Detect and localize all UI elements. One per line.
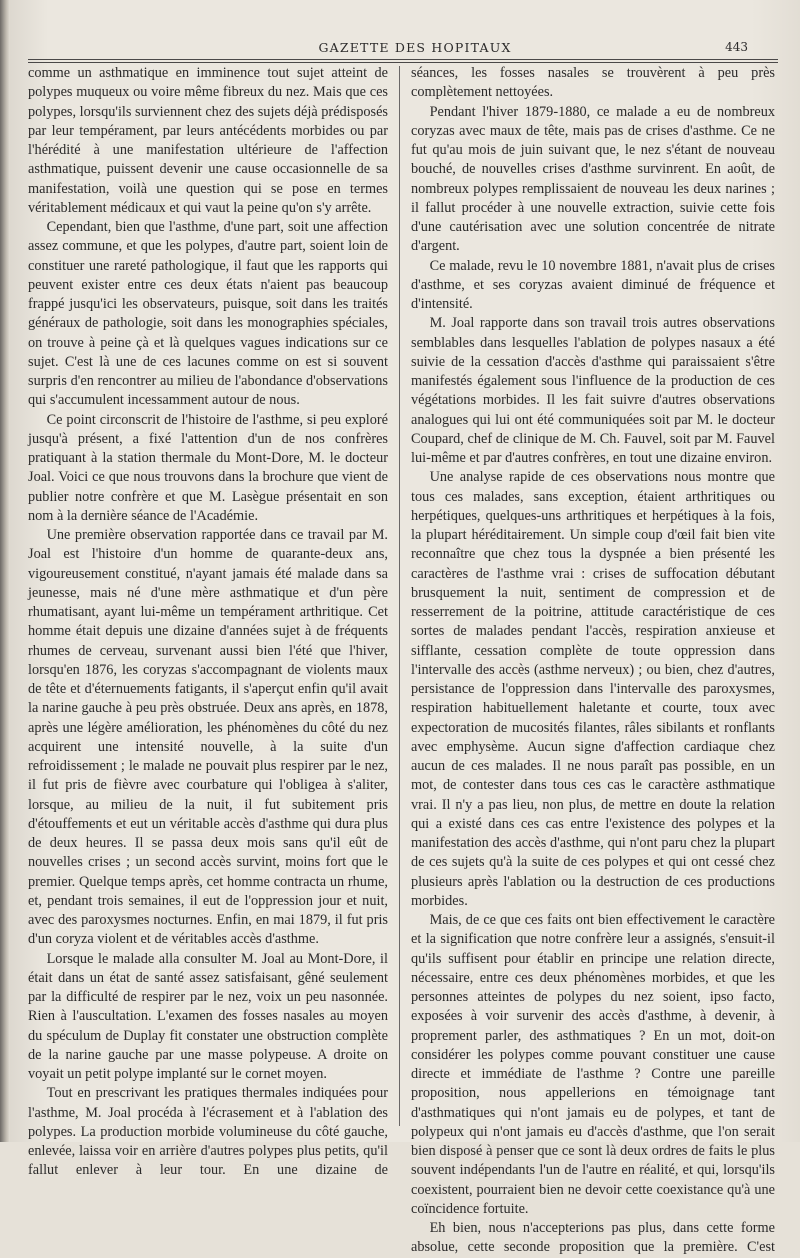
page-number: 443 xyxy=(725,40,748,54)
page-header xyxy=(60,38,770,58)
paragraph: Lorsque le malade alla consulter M. Joal au Mont-Dore, il était dans un état de santé assez satisfaisant, gêné seulement par la difficulté de respirer par le nez, voix un peu nasonnée. Rien à l'auscultation. L'examen des fosses nasales au moyen du spéculum de Duplay fit constater une obstruction complète de la narine gauche par une masse polypeuse. A droite on voyait un petit polype implanté sur le cornet moyen. xyxy=(28,950,388,1082)
paragraph: Tout en prescrivant les pratiques thermales indiquées pour l'asthme, M. Joal procéda à l'écrasement et à l'ablation des polypes. La production morbide volumineuse du côté gauche, enlevée, laissa voir en arrière d'autres polypes plus petits, qu'il fallut enlever à leur tour. En une dizaine de xyxy=(28,1085,388,1179)
paragraph: comme un asthmatique en imminence tout sujet atteint de polypes muqueux ou voire même fibreux du nez. Mais que ces polypes, lorsqu'ils surviennent chez des sujets déjà prédisposés par leur tempérament, par leurs antécédents morbides ou par l'hérédité à une manifestation ultérieure de l'affection asthmatique, puissent devenir une cause occasionnelle de sa manifestation, voilà une question qui se pose en termes véritablement médicaux et qui vaut la peine qu'on s'y arrête. xyxy=(28,65,388,216)
paragraph: Ce point circonscrit de l'histoire de l'asthme, si peu exploré jusqu'à présent, a fixé l'attention d'un de nos confrères pratiquant à la station thermale du Mont-Dore, M. le docteur Joal. Voici ce que nous trouvons dans la brochure que vient de publier notre confrère et que M. Lasègue présentait en son nom à la dernière séance de l'Académie. xyxy=(28,411,388,524)
right-column xyxy=(411,64,775,1258)
paragraph: Ce malade, revu le 10 novembre 1881, n'avait plus de crises d'asthme, et ses coryzas avaient diminué de fréquence et d'intensité. xyxy=(411,257,775,312)
paragraph: Mais, de ce que ces faits ont bien effectivement le caractère et la signification que notre confrère leur a assignés, s'ensuit-il qu'ils suffisent pour établir en principe une relation directe, nécessaire, entre ces deux phénomènes morbides, et que les personnes atteintes de polypes du nez soient, ipso facto, exposées à voir survenir des accès d'asthme, à devenir, à proprement parler, des asthmatiques ? En un mot, doit-on considérer les polypes comme pouvant constituer une cause directe et immédiate de l'asthme ? Contre une pareille proposition, nous appellerions en témoignage tant d'asthmatiques qui n'ont jamais eu de polypes, et tant de polypeux qui n'ont jamais eu d'accès d'asthme, que l'on serait bien disposé à penser que ce sont là deux ordres de faits le plus souvent indépendants l'un de l'autre en réalité, et qui, lorsqu'ils coexistent, pourraient bien ne devoir cette coexistance qu'à une coïncidence fortuite. xyxy=(411,912,775,1217)
paragraph: Une analyse rapide de ces observations nous montre que tous ces malades, sans exception, étaient arthritiques ou herpétiques, quelques-uns arthritiques et herpétiques à la fois, la plupart héréditairement. Un simple coup d'œil fait bien vite reconnaître que chez tous la dyspnée a bien présenté les caractères de l'asthme vrai : crises de suffocation débutant brusquement la nuit, sentiment de compression et de resserrement de la poitrine, attitude caractéristique de ces sortes de malades pendant l'accès, respiration anxieuse et sifflante, cessation complète de toute oppression dans l'intervalle des accès (asthme nerveux) ; ou bien, chez d'autres, persistance de l'oppression dans l'intervalle des paroxysmes, respiration habituellement haletante et courte, toux avec expectoration de mucosités filantes, râles sibilants et ronflants avec emphysème. Aucun signe d'affection cardiaque chez aucun de ces malades. Il ne nous paraît pas possible, en un mot, de contester dans tous ces cas le caractère asthmatique vrai. Il n'y a pas lieu, non plus, de mettre en doute la relation qui a existé dans ces cas entre l'existence des polypes et la manifestation des accès d'asthme, qui n'ont paru chez la plupart de ces sujets qu'à la suite de ces polypes et qui ont cessé chez plusieurs après l'ablation ou la destruction de ces productions morbides. xyxy=(411,469,775,909)
journal-title: GAZETTE DES HOPITAUX xyxy=(318,40,512,55)
paragraph: Cependant, bien que l'asthme, d'une part, soit une affection assez commune, et que les polypes, d'autre part, soient loin de constituer une rareté pathologique, il faut que les rapports qui peuvent exister entre ces deux états n'aient pas beaucoup frappé jusqu'ici les observateurs, puisque, soit dans les traités généraux de pathologie, soit dans les monographies spéciales, on trouve à peine çà et là quelques vagues indications sur ce sujet. C'est là une de ces lacunes comme on est si souvent surpris d'en rencontrer au milieu de l'abondance d'observations qui s'accumulent incessamment autour de nous. xyxy=(28,219,388,409)
header-rule-double xyxy=(28,62,778,63)
paragraph: Eh bien, nous n'accepterions pas plus, dans cette forme absolue, cette seconde proposition que la première. C'est xyxy=(411,1220,775,1256)
paragraph: M. Joal rapporte dans son travail trois autres observations semblables dans lesquelles l'ablation de polypes nasaux a été suivie de la cessation d'accès d'asthme qui paraissaient s'être manifestés également sous l'influence de la production de ces végétations morbides. Il les fait suivre d'autres observations analogues qui lui ont été communiquées soit par M. le docteur Coupard, chef de clinique de M. Ch. Fauvel, soit par M. Fauvel lui-même et par d'autres confrères, en tout une dizaine environ. xyxy=(411,315,775,466)
book-spine-shadow xyxy=(0,0,10,1142)
paragraph: Une première observation rapportée dans ce travail par M. Joal est l'histoire d'un homme de quarante-deux ans, vigoureusement constitué, n'ayant jamais été malade dans sa jeunesse, mais né d'une mère asthmatique et d'un père rhumatisant, ayant lui-même un tempérament arthritique. Cet homme était depuis une dizaine d'années sujet à de fréquents rhumes de cerveau, survenant aussi bien l'été que l'hiver, lorsqu'en 1876, les coryzas s'accompagnant de violents maux de tête et d'éternuements fatigants, il s'aperçut enfin qu'il avait la narine gauche à peu près obstruée. Deux ans après, en 1878, après une légère amélioration, les phénomènes du côté du nez acquirent une intensité nouvelle, à la suite d'un refroidissement ; le malade ne pouvait plus respirer par le nez, il fut pris de fièvre avec courbature qui l'obligea à s'aliter, lorsque, au milieu de la nuit, il fut subitement pris d'étouffements et eut un véritable accès d'asthme qui dura plus de deux heures. Il se passa deux mois sans qu'il eût de nouvelles crises ; un second accès survint, moins fort que le premier. Quelque temps après, cet homme contracta un rhume, et, pendant trois semaines, il eut de l'oppression jour et nuit, avec des paroxysmes nocturnes. Enfin, en mai 1879, il fut pris d'un coryza violent et de véritables accès d'asthme. xyxy=(28,527,388,948)
column-divider xyxy=(399,66,400,1126)
left-column xyxy=(28,64,388,1181)
paragraph: Pendant l'hiver 1879-1880, ce malade a eu de nombreux coryzas avec maux de tête, mais pas de crises d'asthme. Ce ne fut qu'au mois de juin suivant que, le nez s'étant de nouveau bouché, de nouvelles crises d'asthme survinrent. En août, de nombreux polypes remplissaient de nouveau les deux narines ; il fallut procéder à une nouvelle extraction, suivie cette fois d'une cautérisation avec une solution concentrée de nitrate d'argent. xyxy=(411,103,775,255)
header-rule xyxy=(28,59,778,60)
paragraph: séances, les fosses nasales se trouvèrent à peu près complètement nettoyées. xyxy=(411,65,775,101)
